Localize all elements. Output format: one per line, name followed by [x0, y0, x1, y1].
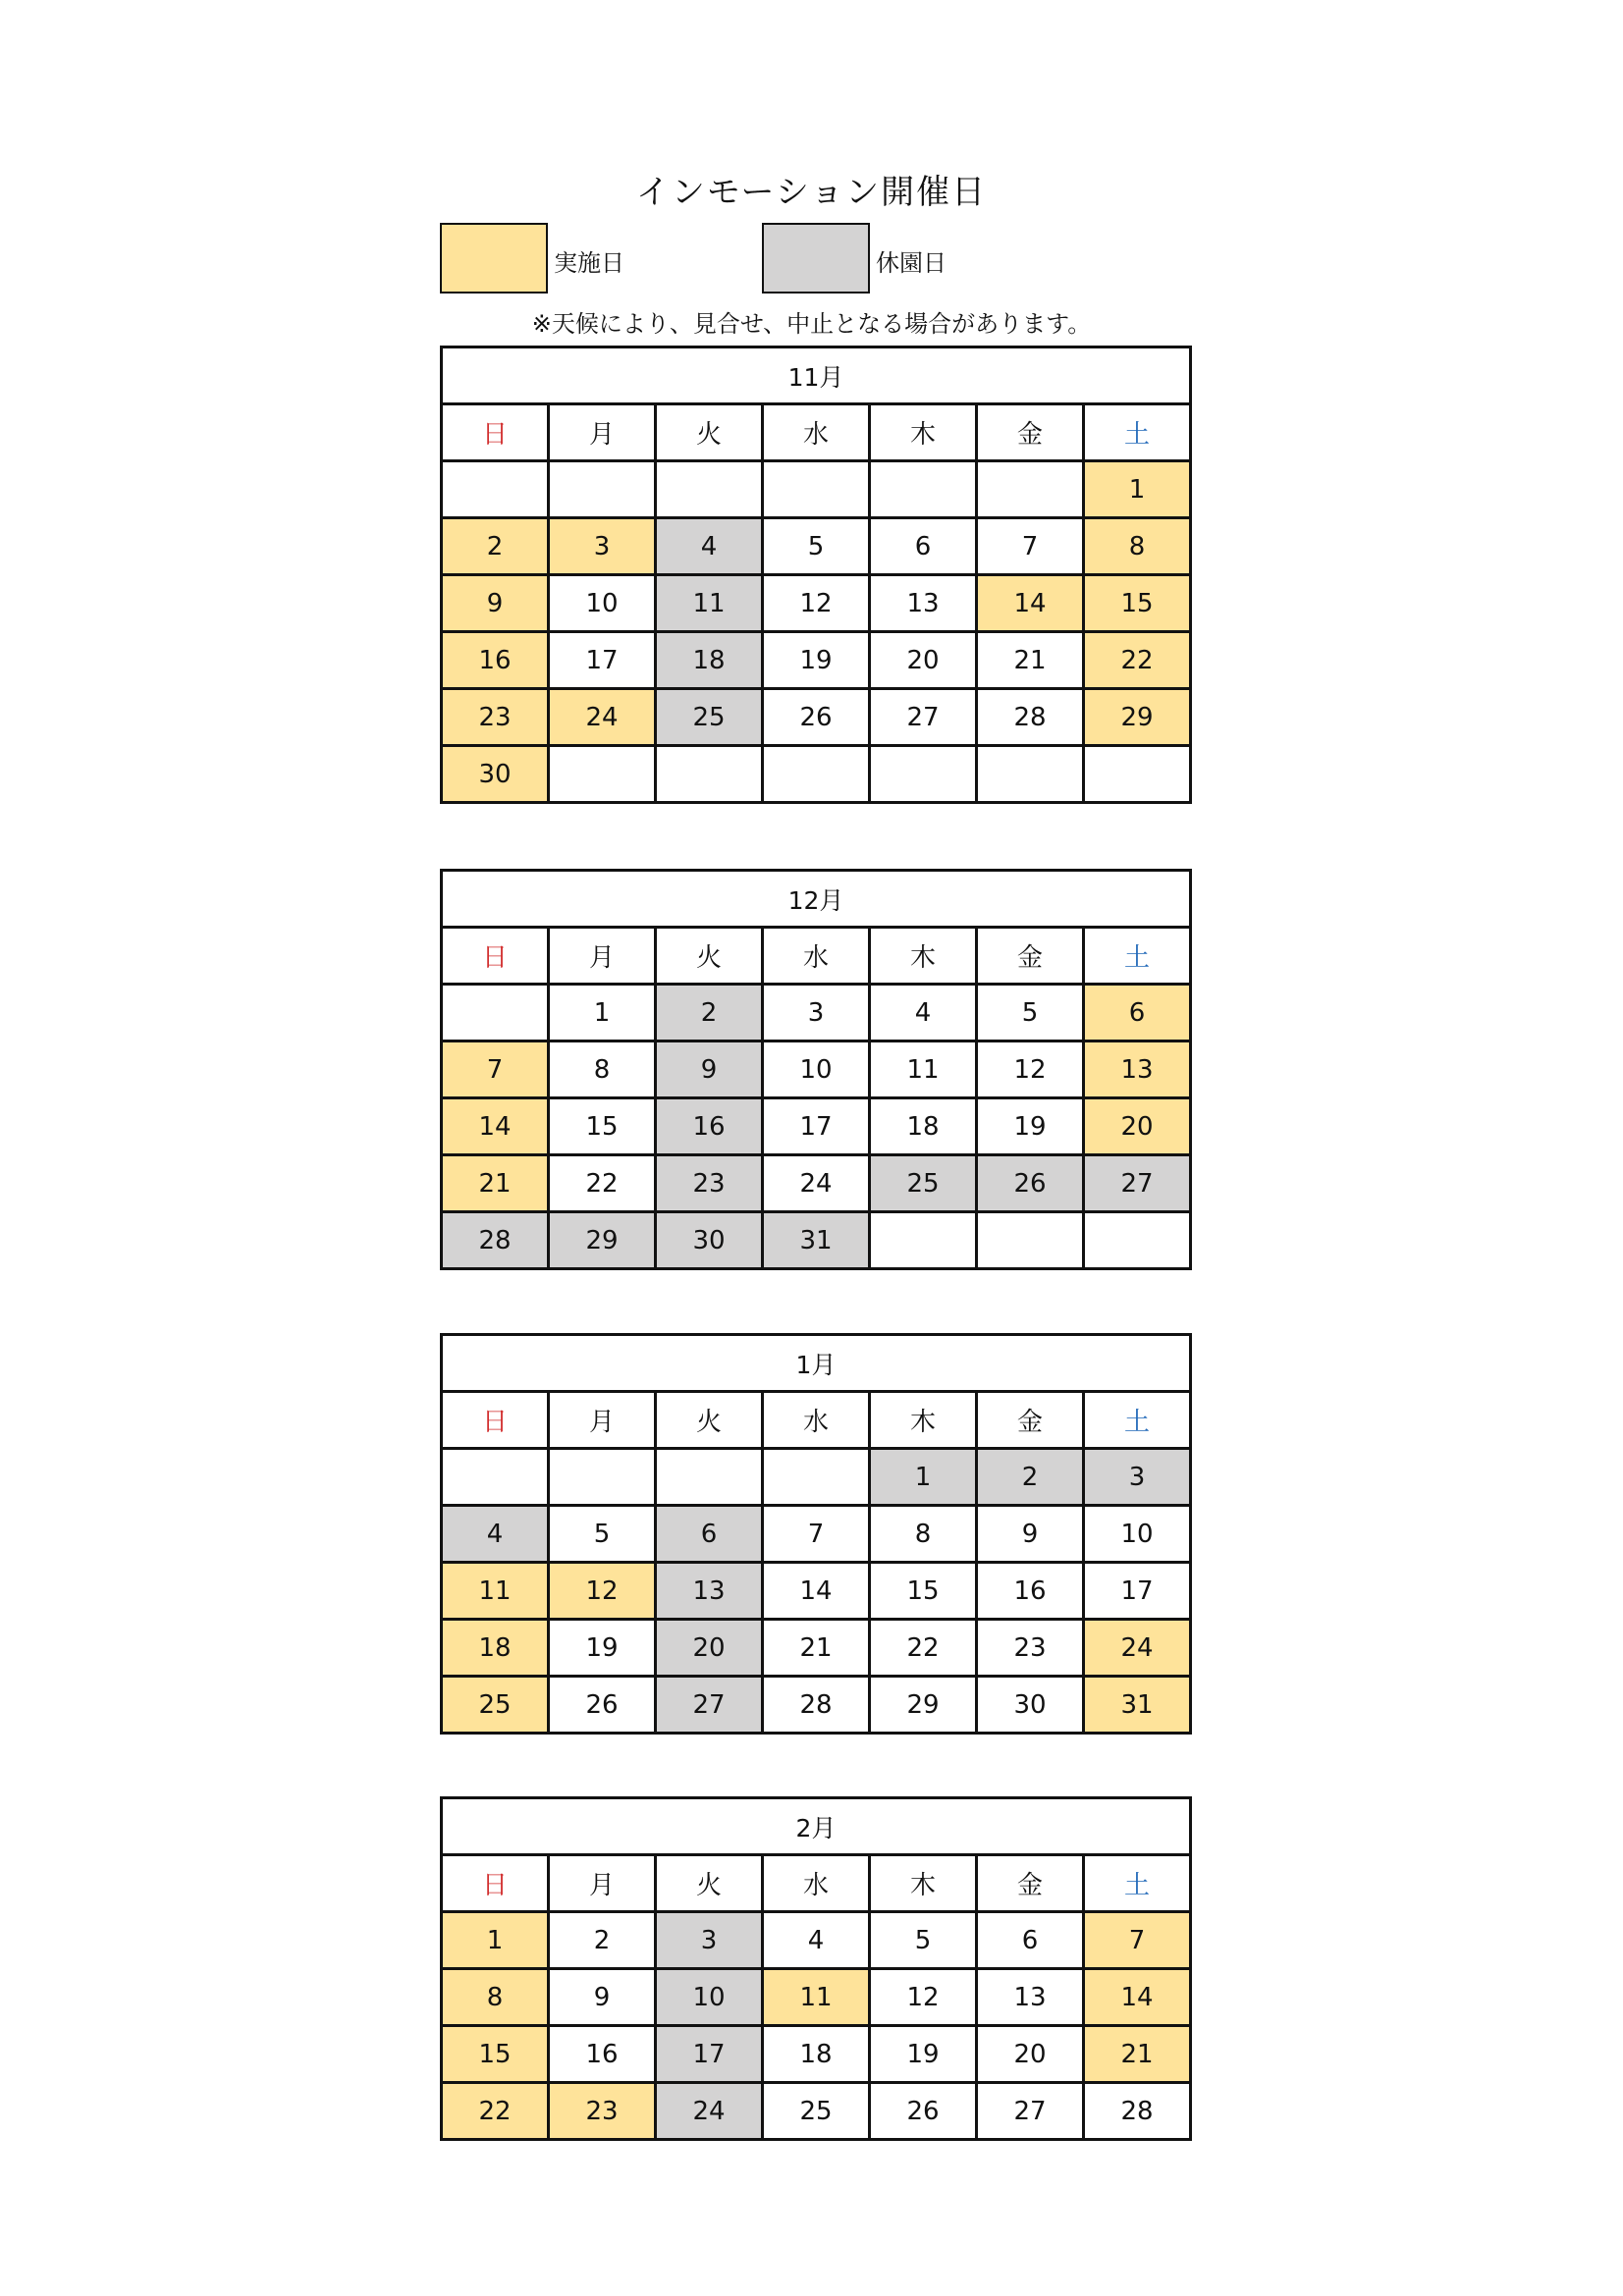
empty-cell [870, 1212, 977, 1269]
day-cell: 30 [442, 746, 549, 803]
day-cell: 23 [656, 1155, 763, 1212]
day-cell: 2 [442, 518, 549, 575]
day-cell: 2 [977, 1449, 1084, 1506]
weekday-header: 金 [977, 404, 1084, 461]
weekday-header: 土 [1084, 1392, 1191, 1449]
day-cell: 18 [656, 632, 763, 689]
day-cell: 7 [1084, 1912, 1191, 1969]
empty-cell [763, 461, 870, 518]
empty-cell [656, 461, 763, 518]
month-header: 11月 [442, 347, 1191, 404]
day-cell: 24 [763, 1155, 870, 1212]
empty-cell [870, 461, 977, 518]
day-cell: 22 [442, 2083, 549, 2140]
day-cell: 31 [763, 1212, 870, 1269]
day-cell: 29 [870, 1677, 977, 1734]
day-cell: 26 [763, 689, 870, 746]
calendar-month [440, 1333, 1192, 1735]
day-cell: 28 [763, 1677, 870, 1734]
day-cell: 12 [763, 575, 870, 632]
weekday-header: 金 [977, 1392, 1084, 1449]
day-cell: 23 [442, 689, 549, 746]
day-cell: 15 [442, 2026, 549, 2083]
day-cell: 18 [870, 1098, 977, 1155]
day-cell: 8 [442, 1969, 549, 2026]
day-cell: 25 [870, 1155, 977, 1212]
day-cell: 6 [977, 1912, 1084, 1969]
day-cell: 11 [763, 1969, 870, 2026]
day-cell: 3 [1084, 1449, 1191, 1506]
empty-cell [656, 1449, 763, 1506]
day-cell: 26 [977, 1155, 1084, 1212]
empty-cell [763, 1449, 870, 1506]
day-cell: 9 [656, 1041, 763, 1098]
day-cell: 1 [870, 1449, 977, 1506]
day-cell: 4 [442, 1506, 549, 1563]
empty-cell [442, 461, 549, 518]
weekday-header: 月 [549, 1392, 656, 1449]
day-cell: 26 [870, 2083, 977, 2140]
day-cell: 11 [870, 1041, 977, 1098]
day-cell: 10 [763, 1041, 870, 1098]
day-cell: 6 [870, 518, 977, 575]
day-cell: 24 [1084, 1620, 1191, 1677]
empty-cell [870, 746, 977, 803]
weekday-header: 金 [977, 928, 1084, 985]
day-cell: 8 [549, 1041, 656, 1098]
day-cell: 12 [549, 1563, 656, 1620]
weather-note: ※天候により、見合せ、中止となる場合があります。 [531, 310, 1092, 338]
month-header: 12月 [442, 871, 1191, 928]
day-cell: 25 [763, 2083, 870, 2140]
calendar-month [440, 869, 1192, 1270]
day-cell: 14 [763, 1563, 870, 1620]
day-cell: 20 [870, 632, 977, 689]
day-cell: 4 [656, 518, 763, 575]
day-cell: 22 [1084, 632, 1191, 689]
weekday-header: 日 [442, 1855, 549, 1912]
legend-held-label: 実施日 [554, 249, 624, 277]
day-cell: 1 [1084, 461, 1191, 518]
day-cell: 27 [977, 2083, 1084, 2140]
day-cell: 2 [656, 985, 763, 1041]
day-cell: 2 [549, 1912, 656, 1969]
day-cell: 16 [442, 632, 549, 689]
empty-cell [549, 461, 656, 518]
empty-cell [977, 1212, 1084, 1269]
day-cell: 10 [656, 1969, 763, 2026]
weekday-header: 木 [870, 928, 977, 985]
weekday-header: 日 [442, 928, 549, 985]
weekday-header: 木 [870, 404, 977, 461]
empty-cell [549, 1449, 656, 1506]
day-cell: 14 [442, 1098, 549, 1155]
day-cell: 19 [977, 1098, 1084, 1155]
day-cell: 8 [870, 1506, 977, 1563]
weekday-header: 木 [870, 1855, 977, 1912]
weekday-header: 水 [763, 1392, 870, 1449]
legend-held-swatch [440, 223, 548, 294]
day-cell: 12 [977, 1041, 1084, 1098]
day-cell: 9 [977, 1506, 1084, 1563]
day-cell: 24 [656, 2083, 763, 2140]
day-cell: 3 [656, 1912, 763, 1969]
day-cell: 20 [1084, 1098, 1191, 1155]
day-cell: 29 [1084, 689, 1191, 746]
day-cell: 17 [1084, 1563, 1191, 1620]
day-cell: 21 [763, 1620, 870, 1677]
weekday-header: 水 [763, 404, 870, 461]
empty-cell [656, 746, 763, 803]
day-cell: 29 [549, 1212, 656, 1269]
month-header: 2月 [442, 1798, 1191, 1855]
empty-cell [1084, 1212, 1191, 1269]
weekday-header: 日 [442, 1392, 549, 1449]
day-cell: 21 [977, 632, 1084, 689]
day-cell: 23 [549, 2083, 656, 2140]
calendar-month [440, 1796, 1192, 2141]
calendar-month [440, 346, 1192, 804]
day-cell: 8 [1084, 518, 1191, 575]
weekday-header: 土 [1084, 928, 1191, 985]
empty-cell [442, 1449, 549, 1506]
empty-cell [549, 746, 656, 803]
day-cell: 5 [977, 985, 1084, 1041]
day-cell: 21 [442, 1155, 549, 1212]
day-cell: 9 [442, 575, 549, 632]
day-cell: 17 [549, 632, 656, 689]
day-cell: 10 [1084, 1506, 1191, 1563]
day-cell: 7 [763, 1506, 870, 1563]
day-cell: 6 [656, 1506, 763, 1563]
weekday-header: 火 [656, 1392, 763, 1449]
day-cell: 10 [549, 575, 656, 632]
empty-cell [763, 746, 870, 803]
weekday-header: 火 [656, 928, 763, 985]
day-cell: 6 [1084, 985, 1191, 1041]
day-cell: 11 [442, 1563, 549, 1620]
day-cell: 15 [549, 1098, 656, 1155]
day-cell: 30 [977, 1677, 1084, 1734]
empty-cell [977, 746, 1084, 803]
day-cell: 14 [977, 575, 1084, 632]
day-cell: 30 [656, 1212, 763, 1269]
weekday-header: 月 [549, 404, 656, 461]
month-header: 1月 [442, 1335, 1191, 1392]
day-cell: 19 [870, 2026, 977, 2083]
weekday-header: 木 [870, 1392, 977, 1449]
day-cell: 11 [656, 575, 763, 632]
day-cell: 1 [442, 1912, 549, 1969]
day-cell: 16 [977, 1563, 1084, 1620]
day-cell: 13 [656, 1563, 763, 1620]
day-cell: 18 [442, 1620, 549, 1677]
weekday-header: 金 [977, 1855, 1084, 1912]
day-cell: 21 [1084, 2026, 1191, 2083]
day-cell: 27 [870, 689, 977, 746]
day-cell: 22 [870, 1620, 977, 1677]
day-cell: 9 [549, 1969, 656, 2026]
day-cell: 23 [977, 1620, 1084, 1677]
day-cell: 16 [656, 1098, 763, 1155]
day-cell: 28 [1084, 2083, 1191, 2140]
day-cell: 4 [870, 985, 977, 1041]
day-cell: 16 [549, 2026, 656, 2083]
day-cell: 14 [1084, 1969, 1191, 2026]
weekday-header: 火 [656, 1855, 763, 1912]
legend-closed-swatch [762, 223, 870, 294]
page-title: インモーション開催日 [635, 173, 988, 212]
day-cell: 19 [763, 632, 870, 689]
day-cell: 5 [870, 1912, 977, 1969]
day-cell: 1 [549, 985, 656, 1041]
weekday-header: 火 [656, 404, 763, 461]
day-cell: 5 [763, 518, 870, 575]
day-cell: 27 [656, 1677, 763, 1734]
day-cell: 13 [977, 1969, 1084, 2026]
day-cell: 13 [870, 575, 977, 632]
weekday-header: 月 [549, 928, 656, 985]
day-cell: 7 [442, 1041, 549, 1098]
empty-cell [977, 461, 1084, 518]
weekday-header: 水 [763, 928, 870, 985]
day-cell: 20 [977, 2026, 1084, 2083]
day-cell: 28 [977, 689, 1084, 746]
day-cell: 3 [549, 518, 656, 575]
day-cell: 15 [1084, 575, 1191, 632]
weekday-header: 月 [549, 1855, 656, 1912]
weekday-header: 日 [442, 404, 549, 461]
day-cell: 5 [549, 1506, 656, 1563]
legend-closed-label: 休園日 [876, 249, 947, 277]
weekday-header: 水 [763, 1855, 870, 1912]
weekday-header: 土 [1084, 404, 1191, 461]
day-cell: 24 [549, 689, 656, 746]
day-cell: 20 [656, 1620, 763, 1677]
empty-cell [442, 985, 549, 1041]
day-cell: 17 [763, 1098, 870, 1155]
day-cell: 19 [549, 1620, 656, 1677]
day-cell: 13 [1084, 1041, 1191, 1098]
day-cell: 4 [763, 1912, 870, 1969]
day-cell: 25 [656, 689, 763, 746]
empty-cell [1084, 746, 1191, 803]
day-cell: 12 [870, 1969, 977, 2026]
day-cell: 17 [656, 2026, 763, 2083]
day-cell: 15 [870, 1563, 977, 1620]
day-cell: 18 [763, 2026, 870, 2083]
day-cell: 3 [763, 985, 870, 1041]
day-cell: 25 [442, 1677, 549, 1734]
day-cell: 26 [549, 1677, 656, 1734]
day-cell: 27 [1084, 1155, 1191, 1212]
day-cell: 7 [977, 518, 1084, 575]
day-cell: 22 [549, 1155, 656, 1212]
day-cell: 28 [442, 1212, 549, 1269]
day-cell: 31 [1084, 1677, 1191, 1734]
weekday-header: 土 [1084, 1855, 1191, 1912]
